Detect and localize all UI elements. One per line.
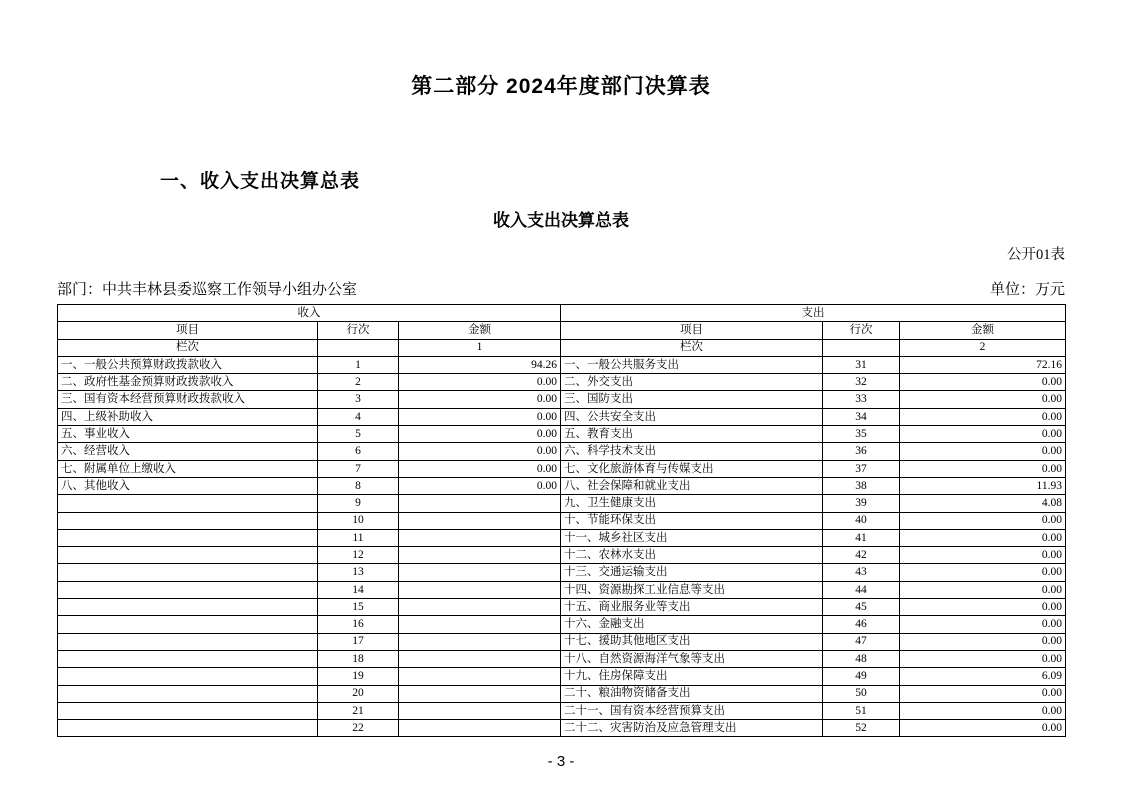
expense-item-cell: 十四、资源勘探工业信息等支出 (561, 581, 823, 598)
expense-amount-cell: 0.00 (900, 391, 1066, 408)
income-line-cell: 16 (318, 616, 399, 633)
income-item-cell (58, 529, 318, 546)
table-row (58, 650, 1066, 667)
table-row (58, 581, 1066, 598)
income-item-cell (58, 685, 318, 702)
expense-amount-cell: 0.00 (900, 581, 1066, 598)
income-line-cell: 4 (318, 408, 399, 425)
table-row (58, 668, 1066, 685)
section-header-row (58, 305, 1066, 322)
income-line-cell: 2 (318, 374, 399, 391)
income-amount-cell (399, 529, 561, 546)
income-item-cell (58, 599, 318, 616)
expense-line-cell: 52 (823, 720, 900, 737)
income-line-cell: 12 (318, 547, 399, 564)
table-row (58, 720, 1066, 737)
income-item-cell (58, 564, 318, 581)
table-meta-row (57, 278, 1065, 299)
expense-amount-cell: 0.00 (900, 529, 1066, 546)
expense-line-cell: 38 (823, 477, 900, 494)
income-amount-cell (399, 633, 561, 650)
expense-line-cell: 41 (823, 529, 900, 546)
income-item-cell (58, 495, 318, 512)
expense-amount-cell: 0.00 (900, 633, 1066, 650)
expense-amount-cell: 0.00 (900, 564, 1066, 581)
expense-item-cell: 十二、农林水支出 (561, 547, 823, 564)
unit-label: 单位：万元 (989, 282, 1065, 298)
expense-item-column-header: 项目 (561, 322, 823, 339)
expense-amount-cell: 0.00 (900, 720, 1066, 737)
expense-amount-cell: 0.00 (900, 685, 1066, 702)
table-row (58, 685, 1066, 702)
part-title: 第二部分 2024年度部门决算表 (411, 75, 711, 98)
expense-item-cell: 十五、商业服务业等支出 (561, 599, 823, 616)
income-item-cell (58, 547, 318, 564)
income-amount-cell (399, 495, 561, 512)
table-row (58, 374, 1066, 391)
income-line-cell: 3 (318, 391, 399, 408)
income-item-cell: 五、事业收入 (58, 426, 318, 443)
income-amount-cell: 0.00 (399, 477, 561, 494)
expense-item-cell: 六、科学技术支出 (561, 443, 823, 460)
page-number: - 3 - (547, 753, 575, 770)
expense-item-cell: 十八、自然资源海洋气象等支出 (561, 650, 823, 667)
income-amount-cell (399, 547, 561, 564)
expense-section-header: 支出 (561, 305, 1066, 322)
income-item-cell (58, 616, 318, 633)
income-item-cell: 六、经营收入 (58, 443, 318, 460)
expense-line-cell: 48 (823, 650, 900, 667)
expense-line-cell: 32 (823, 374, 900, 391)
income-item-cell (58, 702, 318, 719)
expense-item-cell: 十六、金融支出 (561, 616, 823, 633)
income-item-cell (58, 650, 318, 667)
income-line-cell: 11 (318, 529, 399, 546)
expense-item-cell: 九、卫生健康支出 (561, 495, 823, 512)
table-row (58, 529, 1066, 546)
income-amount-cell (399, 668, 561, 685)
income-item-cell (58, 633, 318, 650)
expense-index-number: 2 (900, 339, 1066, 356)
income-item-cell: 二、政府性基金预算财政拨款收入 (58, 374, 318, 391)
income-amount-cell (399, 650, 561, 667)
table-code-label: 公开01表 (1007, 247, 1065, 263)
expense-line-cell: 45 (823, 599, 900, 616)
income-amount-cell: 0.00 (399, 443, 561, 460)
income-line-cell: 17 (318, 633, 399, 650)
expense-amount-cell: 11.93 (900, 477, 1066, 494)
expense-amount-cell: 0.00 (900, 702, 1066, 719)
table-row (58, 426, 1066, 443)
expense-line-cell: 47 (823, 633, 900, 650)
income-item-cell: 七、附属单位上缴收入 (58, 460, 318, 477)
income-amount-cell (399, 685, 561, 702)
expense-amount-cell: 0.00 (900, 374, 1066, 391)
income-amount-column-header: 金额 (399, 322, 561, 339)
income-line-cell: 9 (318, 495, 399, 512)
expense-amount-cell: 72.16 (900, 356, 1066, 373)
table-row (58, 599, 1066, 616)
expense-line-cell: 37 (823, 460, 900, 477)
table-row (58, 443, 1066, 460)
income-line-cell: 13 (318, 564, 399, 581)
expense-line-cell: 31 (823, 356, 900, 373)
expense-line-cell: 39 (823, 495, 900, 512)
expense-line-cell: 43 (823, 564, 900, 581)
income-line-cell: 6 (318, 443, 399, 460)
column-header-row (58, 322, 1066, 339)
table-row (58, 512, 1066, 529)
expense-item-cell: 十七、援助其他地区支出 (561, 633, 823, 650)
income-line-cell: 20 (318, 685, 399, 702)
expense-amount-cell: 4.08 (900, 495, 1066, 512)
expense-item-cell: 十三、交通运输支出 (561, 564, 823, 581)
income-line-cell: 19 (318, 668, 399, 685)
expense-amount-cell: 0.00 (900, 650, 1066, 667)
table-row (58, 633, 1066, 650)
income-line-cell: 10 (318, 512, 399, 529)
income-amount-cell (399, 702, 561, 719)
expense-item-cell: 十九、住房保障支出 (561, 668, 823, 685)
expense-amount-cell: 0.00 (900, 512, 1066, 529)
income-amount-cell (399, 581, 561, 598)
table-row (58, 408, 1066, 425)
income-line-cell: 18 (318, 650, 399, 667)
expense-line-cell: 51 (823, 702, 900, 719)
expense-item-cell: 七、文化旅游体育与传媒支出 (561, 460, 823, 477)
income-item-cell: 一、一般公共预算财政拨款收入 (58, 356, 318, 373)
expense-item-cell: 二十二、灾害防治及应急管理支出 (561, 720, 823, 737)
expense-item-cell: 十、节能环保支出 (561, 512, 823, 529)
expense-item-cell: 二十一、国有资本经营预算支出 (561, 702, 823, 719)
income-amount-cell: 0.00 (399, 426, 561, 443)
income-line-cell: 5 (318, 426, 399, 443)
income-item-cell: 三、国有资本经营预算财政拨款收入 (58, 391, 318, 408)
expense-amount-cell: 0.00 (900, 616, 1066, 633)
table-title: 收入支出决算总表 (493, 211, 629, 230)
expense-amount-cell: 0.00 (900, 599, 1066, 616)
expense-line-cell: 35 (823, 426, 900, 443)
expense-line-cell: 40 (823, 512, 900, 529)
table-row (58, 356, 1066, 373)
income-amount-cell (399, 720, 561, 737)
income-amount-cell: 0.00 (399, 391, 561, 408)
expense-index-label: 栏次 (561, 339, 823, 356)
income-item-cell (58, 512, 318, 529)
expense-item-cell: 二十、粮油物资储备支出 (561, 685, 823, 702)
table-row (58, 477, 1066, 494)
expense-item-cell: 十一、城乡社区支出 (561, 529, 823, 546)
income-amount-cell (399, 512, 561, 529)
expense-amount-cell: 0.00 (900, 547, 1066, 564)
table-row (58, 564, 1066, 581)
income-expense-statement-table (57, 304, 1066, 737)
expense-line-cell: 42 (823, 547, 900, 564)
income-line-cell: 21 (318, 702, 399, 719)
income-amount-cell: 0.00 (399, 460, 561, 477)
expense-amount-cell: 0.00 (900, 460, 1066, 477)
income-line-cell: 1 (318, 356, 399, 373)
expense-item-cell: 四、公共安全支出 (561, 408, 823, 425)
income-line-cell: 8 (318, 477, 399, 494)
table-row (58, 616, 1066, 633)
income-item-cell (58, 720, 318, 737)
income-amount-cell: 0.00 (399, 408, 561, 425)
department-label: 部门：中共丰林县委巡察工作领导小组办公室 (57, 282, 358, 298)
income-index-number: 1 (399, 339, 561, 356)
column-index-row (58, 339, 1066, 356)
income-line-cell: 14 (318, 581, 399, 598)
income-index-label: 栏次 (58, 339, 318, 356)
income-amount-cell: 0.00 (399, 374, 561, 391)
income-line-column-header: 行次 (318, 322, 399, 339)
expense-line-cell: 46 (823, 616, 900, 633)
income-amount-cell (399, 564, 561, 581)
expense-item-cell: 一、一般公共服务支出 (561, 356, 823, 373)
table-row (58, 495, 1066, 512)
expense-item-cell: 二、外交支出 (561, 374, 823, 391)
income-amount-cell (399, 616, 561, 633)
income-item-cell: 四、上级补助收入 (58, 408, 318, 425)
income-item-cell (58, 581, 318, 598)
expense-amount-cell: 0.00 (900, 443, 1066, 460)
income-line-cell: 7 (318, 460, 399, 477)
expense-line-cell: 49 (823, 668, 900, 685)
income-index-line-cell (318, 339, 399, 356)
expense-amount-column-header: 金额 (900, 322, 1066, 339)
income-amount-cell: 94.26 (399, 356, 561, 373)
income-item-cell: 八、其他收入 (58, 477, 318, 494)
expense-amount-cell: 0.00 (900, 426, 1066, 443)
table-row (58, 702, 1066, 719)
expense-line-column-header: 行次 (823, 322, 900, 339)
income-item-column-header: 项目 (58, 322, 318, 339)
income-line-cell: 22 (318, 720, 399, 737)
expense-line-cell: 50 (823, 685, 900, 702)
expense-line-cell: 44 (823, 581, 900, 598)
expense-index-line-cell (823, 339, 900, 356)
expense-line-cell: 36 (823, 443, 900, 460)
income-section-header: 收入 (58, 305, 561, 322)
table-row (58, 391, 1066, 408)
expense-amount-cell: 6.09 (900, 668, 1066, 685)
table-row (58, 547, 1066, 564)
table-row (58, 460, 1066, 477)
section-title: 一、收入支出决算总表 (160, 171, 361, 192)
expense-line-cell: 33 (823, 391, 900, 408)
income-line-cell: 15 (318, 599, 399, 616)
expense-item-cell: 三、国防支出 (561, 391, 823, 408)
income-item-cell (58, 668, 318, 685)
expense-item-cell: 八、社会保障和就业支出 (561, 477, 823, 494)
income-amount-cell (399, 599, 561, 616)
expense-item-cell: 五、教育支出 (561, 426, 823, 443)
expense-line-cell: 34 (823, 408, 900, 425)
expense-amount-cell: 0.00 (900, 408, 1066, 425)
